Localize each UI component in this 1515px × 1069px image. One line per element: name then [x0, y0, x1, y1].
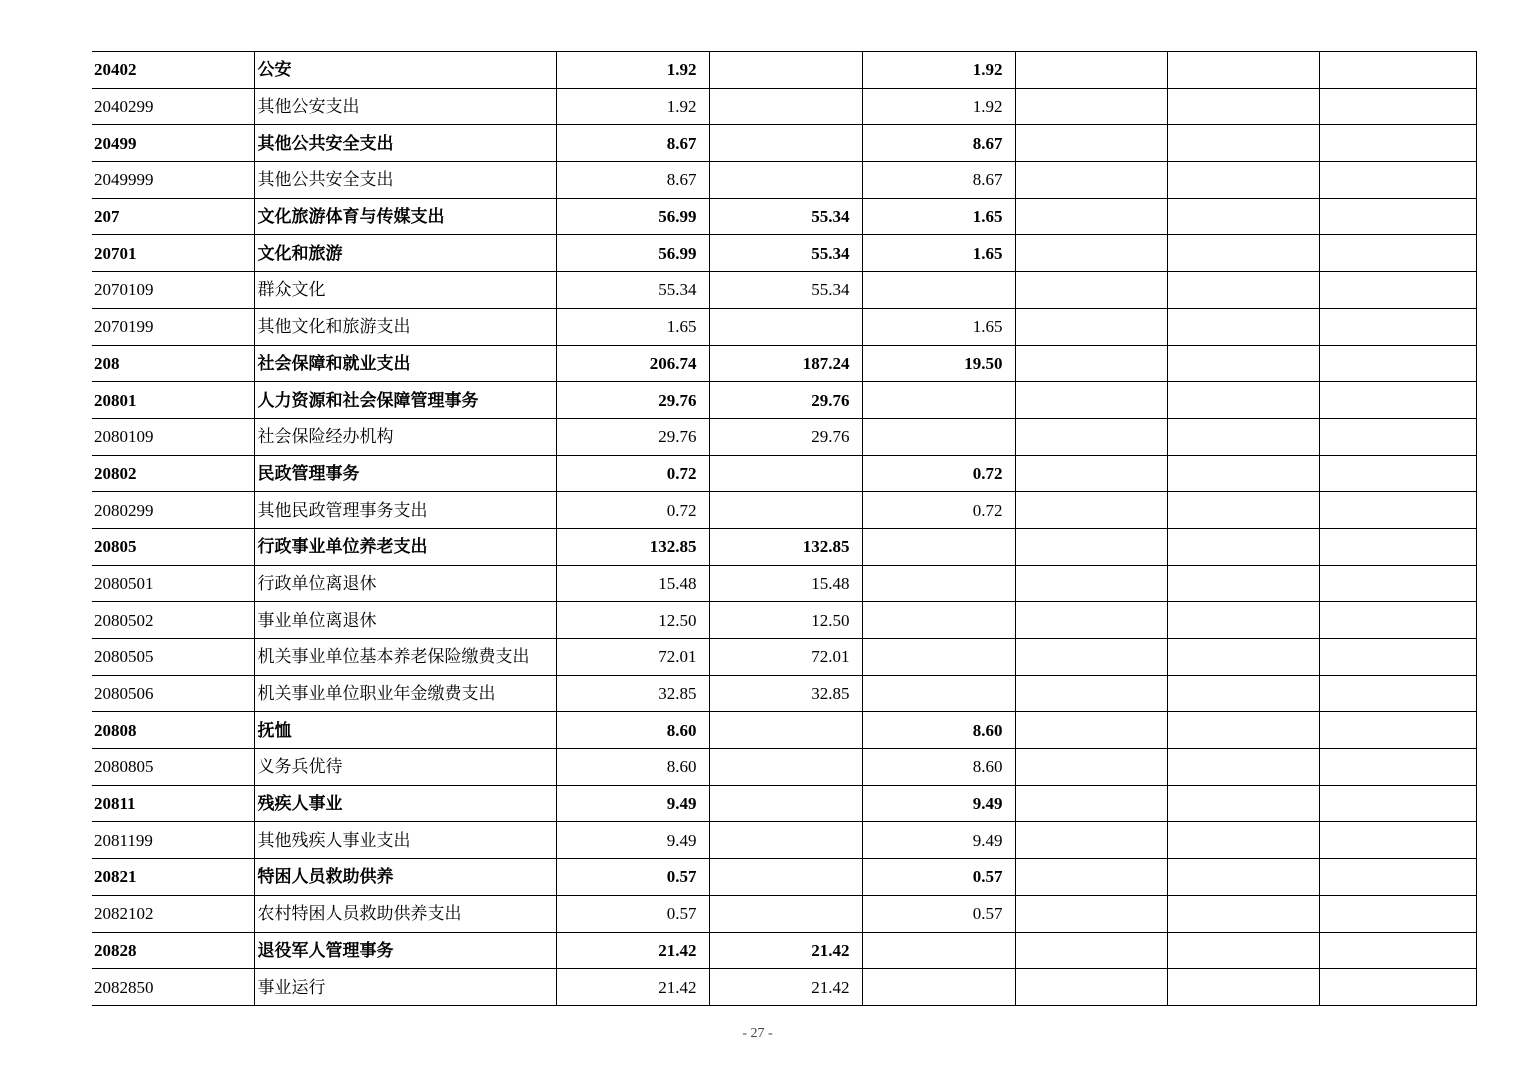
empty-column-cell	[1167, 125, 1319, 162]
account-code-cell: 2049999	[92, 162, 254, 199]
empty-column-cell	[1167, 52, 1319, 89]
table-row	[92, 308, 1476, 345]
account-code-cell: 2080299	[92, 492, 254, 529]
account-name-cell: 人力资源和社会保障管理事务	[254, 382, 556, 419]
empty-column-cell	[1319, 198, 1476, 235]
account-code-cell: 2080506	[92, 675, 254, 712]
basic-expenditure-cell: 29.76	[709, 382, 862, 419]
empty-column-cell	[1167, 602, 1319, 639]
empty-column-cell	[1319, 639, 1476, 676]
basic-expenditure-cell	[709, 859, 862, 896]
basic-expenditure-cell	[709, 749, 862, 786]
account-code-cell: 2082850	[92, 969, 254, 1006]
table-row	[92, 162, 1476, 199]
empty-column-cell	[1319, 492, 1476, 529]
table-row	[92, 88, 1476, 125]
table-row	[92, 198, 1476, 235]
empty-column-cell	[1167, 969, 1319, 1006]
empty-column-cell	[1167, 455, 1319, 492]
empty-column-cell	[1167, 822, 1319, 859]
account-code-cell: 20805	[92, 528, 254, 565]
empty-column-cell	[1015, 418, 1167, 455]
empty-column-cell	[1167, 382, 1319, 419]
project-expenditure-cell: 1.65	[862, 308, 1015, 345]
table-body	[92, 52, 1476, 1006]
empty-column-cell	[1015, 602, 1167, 639]
total-amount-cell: 72.01	[556, 639, 709, 676]
empty-column-cell	[1015, 749, 1167, 786]
project-expenditure-cell: 8.67	[862, 162, 1015, 199]
table-row	[92, 895, 1476, 932]
empty-column-cell	[1319, 162, 1476, 199]
account-name-cell: 社会保险经办机构	[254, 418, 556, 455]
empty-column-cell	[1015, 969, 1167, 1006]
basic-expenditure-cell	[709, 895, 862, 932]
table-row	[92, 712, 1476, 749]
empty-column-cell	[1167, 895, 1319, 932]
empty-column-cell	[1015, 308, 1167, 345]
empty-column-cell	[1167, 492, 1319, 529]
account-name-cell: 抚恤	[254, 712, 556, 749]
empty-column-cell	[1015, 675, 1167, 712]
empty-column-cell	[1319, 749, 1476, 786]
project-expenditure-cell	[862, 969, 1015, 1006]
basic-expenditure-cell: 21.42	[709, 969, 862, 1006]
account-name-cell: 义务兵优待	[254, 749, 556, 786]
table-row	[92, 382, 1476, 419]
basic-expenditure-cell: 72.01	[709, 639, 862, 676]
empty-column-cell	[1015, 785, 1167, 822]
project-expenditure-cell: 0.57	[862, 859, 1015, 896]
empty-column-cell	[1167, 272, 1319, 309]
table-row	[92, 822, 1476, 859]
total-amount-cell: 8.67	[556, 162, 709, 199]
total-amount-cell: 29.76	[556, 382, 709, 419]
project-expenditure-cell: 9.49	[862, 822, 1015, 859]
project-expenditure-cell	[862, 418, 1015, 455]
total-amount-cell: 56.99	[556, 235, 709, 272]
empty-column-cell	[1319, 528, 1476, 565]
empty-column-cell	[1319, 675, 1476, 712]
account-name-cell: 退役军人管理事务	[254, 932, 556, 969]
total-amount-cell: 0.57	[556, 895, 709, 932]
table-row	[92, 969, 1476, 1006]
empty-column-cell	[1167, 675, 1319, 712]
total-amount-cell: 15.48	[556, 565, 709, 602]
total-amount-cell: 55.34	[556, 272, 709, 309]
empty-column-cell	[1015, 235, 1167, 272]
total-amount-cell: 8.60	[556, 712, 709, 749]
account-name-cell: 残疾人事业	[254, 785, 556, 822]
empty-column-cell	[1167, 198, 1319, 235]
empty-column-cell	[1015, 88, 1167, 125]
empty-column-cell	[1167, 162, 1319, 199]
project-expenditure-cell	[862, 932, 1015, 969]
account-name-cell: 文化和旅游	[254, 235, 556, 272]
table-row	[92, 639, 1476, 676]
project-expenditure-cell: 0.72	[862, 455, 1015, 492]
empty-column-cell	[1319, 785, 1476, 822]
account-code-cell: 2080505	[92, 639, 254, 676]
account-code-cell: 20808	[92, 712, 254, 749]
basic-expenditure-cell	[709, 785, 862, 822]
account-code-cell: 2082102	[92, 895, 254, 932]
empty-column-cell	[1015, 895, 1167, 932]
account-name-cell: 社会保障和就业支出	[254, 345, 556, 382]
total-amount-cell: 12.50	[556, 602, 709, 639]
empty-column-cell	[1015, 52, 1167, 89]
basic-expenditure-cell: 32.85	[709, 675, 862, 712]
account-name-cell: 事业单位离退休	[254, 602, 556, 639]
basic-expenditure-cell: 132.85	[709, 528, 862, 565]
account-code-cell: 2070199	[92, 308, 254, 345]
basic-expenditure-cell	[709, 162, 862, 199]
project-expenditure-cell: 1.92	[862, 88, 1015, 125]
table-row	[92, 272, 1476, 309]
total-amount-cell: 21.42	[556, 969, 709, 1006]
empty-column-cell	[1319, 932, 1476, 969]
table-row	[92, 455, 1476, 492]
empty-column-cell	[1015, 162, 1167, 199]
table-row	[92, 345, 1476, 382]
account-name-cell: 文化旅游体育与传媒支出	[254, 198, 556, 235]
table-row	[92, 749, 1476, 786]
total-amount-cell: 1.65	[556, 308, 709, 345]
account-code-cell: 20802	[92, 455, 254, 492]
basic-expenditure-cell	[709, 712, 862, 749]
account-name-cell: 农村特困人员救助供养支出	[254, 895, 556, 932]
total-amount-cell: 32.85	[556, 675, 709, 712]
account-name-cell: 公安	[254, 52, 556, 89]
project-expenditure-cell	[862, 272, 1015, 309]
project-expenditure-cell: 8.60	[862, 749, 1015, 786]
empty-column-cell	[1167, 785, 1319, 822]
project-expenditure-cell	[862, 528, 1015, 565]
project-expenditure-cell: 8.60	[862, 712, 1015, 749]
empty-column-cell	[1167, 565, 1319, 602]
page-number: - 27 -	[742, 1026, 773, 1041]
account-code-cell: 2081199	[92, 822, 254, 859]
project-expenditure-cell: 1.65	[862, 235, 1015, 272]
project-expenditure-cell	[862, 602, 1015, 639]
account-code-cell: 20402	[92, 52, 254, 89]
empty-column-cell	[1015, 528, 1167, 565]
empty-column-cell	[1319, 455, 1476, 492]
account-name-cell: 机关事业单位基本养老保险缴费支出	[254, 639, 556, 676]
empty-column-cell	[1319, 602, 1476, 639]
empty-column-cell	[1167, 859, 1319, 896]
project-expenditure-cell: 19.50	[862, 345, 1015, 382]
total-amount-cell: 29.76	[556, 418, 709, 455]
basic-expenditure-cell	[709, 308, 862, 345]
empty-column-cell	[1319, 969, 1476, 1006]
total-amount-cell: 206.74	[556, 345, 709, 382]
total-amount-cell: 21.42	[556, 932, 709, 969]
total-amount-cell: 1.92	[556, 52, 709, 89]
account-name-cell: 群众文化	[254, 272, 556, 309]
table-row	[92, 492, 1476, 529]
project-expenditure-cell: 1.65	[862, 198, 1015, 235]
account-code-cell: 2070109	[92, 272, 254, 309]
total-amount-cell: 8.67	[556, 125, 709, 162]
basic-expenditure-cell: 55.34	[709, 198, 862, 235]
project-expenditure-cell: 8.67	[862, 125, 1015, 162]
project-expenditure-cell	[862, 639, 1015, 676]
basic-expenditure-cell	[709, 88, 862, 125]
basic-expenditure-cell	[709, 52, 862, 89]
account-code-cell: 20801	[92, 382, 254, 419]
account-code-cell: 20828	[92, 932, 254, 969]
basic-expenditure-cell: 55.34	[709, 235, 862, 272]
account-code-cell: 207	[92, 198, 254, 235]
basic-expenditure-cell: 29.76	[709, 418, 862, 455]
empty-column-cell	[1167, 712, 1319, 749]
empty-column-cell	[1167, 749, 1319, 786]
account-name-cell: 民政管理事务	[254, 455, 556, 492]
empty-column-cell	[1167, 932, 1319, 969]
table-row	[92, 932, 1476, 969]
account-name-cell: 机关事业单位职业年金缴费支出	[254, 675, 556, 712]
table-row	[92, 602, 1476, 639]
empty-column-cell	[1319, 235, 1476, 272]
empty-column-cell	[1015, 859, 1167, 896]
account-name-cell: 特困人员救助供养	[254, 859, 556, 896]
account-name-cell: 其他民政管理事务支出	[254, 492, 556, 529]
account-code-cell: 20821	[92, 859, 254, 896]
empty-column-cell	[1319, 382, 1476, 419]
empty-column-cell	[1015, 345, 1167, 382]
account-code-cell: 20701	[92, 235, 254, 272]
project-expenditure-cell	[862, 565, 1015, 602]
total-amount-cell: 0.57	[556, 859, 709, 896]
basic-expenditure-cell: 187.24	[709, 345, 862, 382]
empty-column-cell	[1015, 455, 1167, 492]
table-row	[92, 235, 1476, 272]
basic-expenditure-cell	[709, 822, 862, 859]
empty-column-cell	[1319, 418, 1476, 455]
account-code-cell: 20499	[92, 125, 254, 162]
account-name-cell: 其他残疾人事业支出	[254, 822, 556, 859]
table-row	[92, 52, 1476, 89]
total-amount-cell: 0.72	[556, 455, 709, 492]
empty-column-cell	[1167, 639, 1319, 676]
empty-column-cell	[1015, 492, 1167, 529]
table-row	[92, 785, 1476, 822]
account-code-cell: 20811	[92, 785, 254, 822]
empty-column-cell	[1167, 308, 1319, 345]
empty-column-cell	[1167, 235, 1319, 272]
empty-column-cell	[1319, 712, 1476, 749]
basic-expenditure-cell: 55.34	[709, 272, 862, 309]
empty-column-cell	[1319, 895, 1476, 932]
empty-column-cell	[1015, 198, 1167, 235]
table-row	[92, 125, 1476, 162]
account-code-cell: 2080502	[92, 602, 254, 639]
project-expenditure-cell	[862, 382, 1015, 419]
basic-expenditure-cell	[709, 455, 862, 492]
table-row	[92, 859, 1476, 896]
table-row	[92, 675, 1476, 712]
account-name-cell: 行政事业单位养老支出	[254, 528, 556, 565]
empty-column-cell	[1015, 125, 1167, 162]
account-code-cell: 2080501	[92, 565, 254, 602]
empty-column-cell	[1167, 88, 1319, 125]
account-code-cell: 208	[92, 345, 254, 382]
account-code-cell: 2080805	[92, 749, 254, 786]
empty-column-cell	[1015, 822, 1167, 859]
total-amount-cell: 132.85	[556, 528, 709, 565]
table-row	[92, 418, 1476, 455]
total-amount-cell: 1.92	[556, 88, 709, 125]
empty-column-cell	[1015, 932, 1167, 969]
account-name-cell: 其他文化和旅游支出	[254, 308, 556, 345]
empty-column-cell	[1319, 565, 1476, 602]
total-amount-cell: 9.49	[556, 822, 709, 859]
project-expenditure-cell: 9.49	[862, 785, 1015, 822]
table-row	[92, 528, 1476, 565]
empty-column-cell	[1015, 565, 1167, 602]
project-expenditure-cell: 0.72	[862, 492, 1015, 529]
empty-column-cell	[1015, 639, 1167, 676]
project-expenditure-cell: 0.57	[862, 895, 1015, 932]
project-expenditure-cell	[862, 675, 1015, 712]
basic-expenditure-cell	[709, 492, 862, 529]
empty-column-cell	[1319, 125, 1476, 162]
empty-column-cell	[1167, 528, 1319, 565]
empty-column-cell	[1015, 382, 1167, 419]
total-amount-cell: 56.99	[556, 198, 709, 235]
project-expenditure-cell: 1.92	[862, 52, 1015, 89]
empty-column-cell	[1015, 272, 1167, 309]
empty-column-cell	[1015, 712, 1167, 749]
budget-expenditure-table	[92, 51, 1477, 1006]
table-row	[92, 565, 1476, 602]
total-amount-cell: 0.72	[556, 492, 709, 529]
empty-column-cell	[1319, 52, 1476, 89]
empty-column-cell	[1319, 88, 1476, 125]
empty-column-cell	[1319, 859, 1476, 896]
account-name-cell: 行政单位离退休	[254, 565, 556, 602]
account-name-cell: 事业运行	[254, 969, 556, 1006]
empty-column-cell	[1319, 308, 1476, 345]
account-name-cell: 其他公安支出	[254, 88, 556, 125]
basic-expenditure-cell: 21.42	[709, 932, 862, 969]
account-code-cell: 2040299	[92, 88, 254, 125]
account-code-cell: 2080109	[92, 418, 254, 455]
basic-expenditure-cell: 12.50	[709, 602, 862, 639]
empty-column-cell	[1319, 345, 1476, 382]
empty-column-cell	[1167, 418, 1319, 455]
account-name-cell: 其他公共安全支出	[254, 162, 556, 199]
basic-expenditure-cell: 15.48	[709, 565, 862, 602]
empty-column-cell	[1319, 822, 1476, 859]
account-name-cell: 其他公共安全支出	[254, 125, 556, 162]
total-amount-cell: 8.60	[556, 749, 709, 786]
basic-expenditure-cell	[709, 125, 862, 162]
total-amount-cell: 9.49	[556, 785, 709, 822]
empty-column-cell	[1319, 272, 1476, 309]
empty-column-cell	[1167, 345, 1319, 382]
